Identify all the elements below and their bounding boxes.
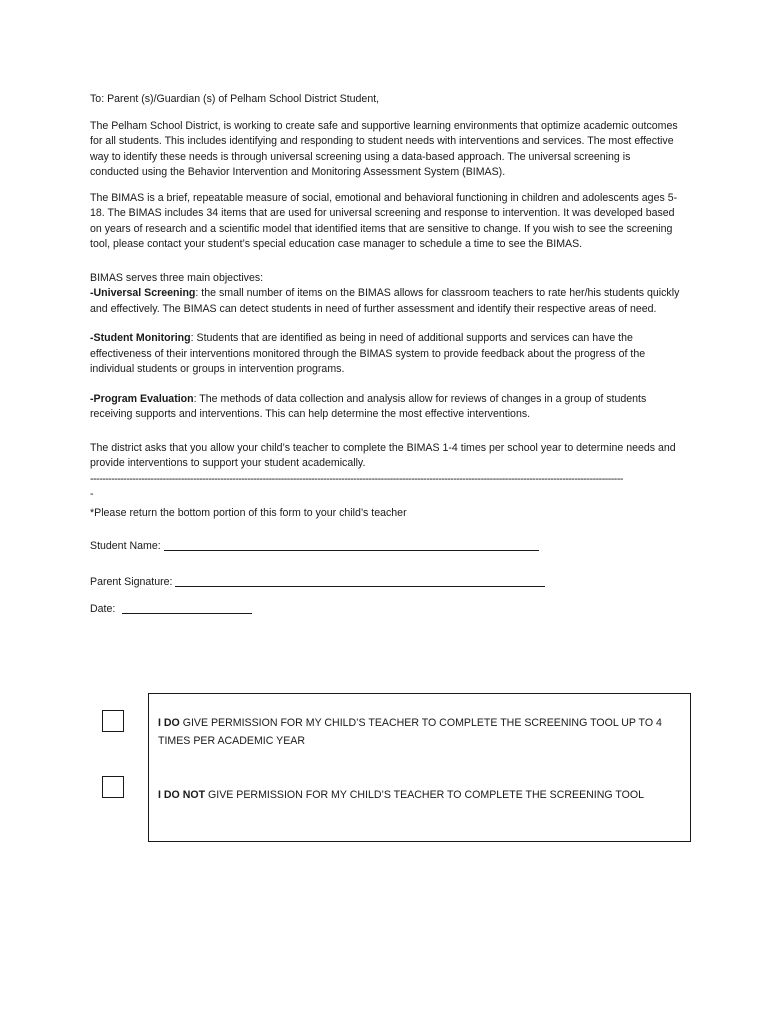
parent-signature-field: [90, 574, 682, 591]
letter-body: [90, 92, 682, 618]
permission-box: [148, 693, 691, 842]
date-blank[interactable]: [122, 601, 252, 614]
student-name-field: [90, 538, 682, 555]
bimas-description-paragraph: The BIMAS is a brief, repeatable measure of social, emotional and behavioral functioning in children and adolescents ages 5-18. The BIMAS includes 34 items that are used for universal screening and response to intervention. It was developed based on years of research and a scientific model that identified items that are sensitive to change. If you wish to see the screening tool, please contact your student’s special education case manager to schedule a time to see the BIMAS.: [90, 191, 678, 250]
permission-yes-checkbox[interactable]: [102, 710, 124, 732]
student-name-blank[interactable]: [164, 538, 539, 551]
cut-line: --------------------------------------------------------------------------------------------------------------------------------------------------------------------------------: [90, 472, 623, 485]
objective-student-monitoring: [90, 331, 682, 378]
permission-yes-option: [158, 714, 686, 750]
parent-signature-label: Parent Signature:: [90, 575, 173, 588]
permission-yes-text: GIVE PERMISSION FOR MY CHILD’S TEACHER TO COMPLETE THE SCREENING TOOL UP TO 4 TIMES PER ACADEMIC YEAR: [158, 717, 662, 747]
salutation: To: Parent (s)/Guardian (s) of Pelham School District Student,: [90, 93, 380, 105]
permission-no-lead: I DO NOT: [158, 789, 206, 801]
date-label: Date:: [90, 603, 116, 615]
objective-universal-screening-term: -Universal Screening: [90, 287, 196, 299]
permission-yes-lead: I DO: [158, 717, 180, 729]
permission-no-checkbox[interactable]: [102, 776, 124, 798]
objectives-block: [90, 271, 682, 318]
cut-line-tail: -: [90, 488, 94, 500]
return-instruction: *Please return the bottom portion of this form to your child’s teacher: [90, 506, 407, 519]
intro-paragraph: The Pelham School District, is working to create safe and supportive learning environments that optimize academic outcomes for all students. This includes identifying and responding to student needs with interventions and services. The most effective way to identify these needs is through universal screening using a data-based approach. The universal screening is conducted using the Behavior Intervention and Monitoring Assessment System (BIMAS).: [90, 119, 678, 178]
objective-universal-screening-text: : the small number of items on the BIMAS allows for classroom teachers to rate her/his students quickly and effectively. The BIMAS can detect students in need of further assessment and identify their respective areas of need.: [90, 287, 680, 315]
objective-program-evaluation: [90, 392, 682, 423]
permission-no-text: GIVE PERMISSION FOR MY CHILD’S TEACHER TO COMPLETE THE SCREENING TOOL: [205, 789, 645, 801]
date-field: [90, 601, 682, 618]
request-paragraph: The district asks that you allow your child’s teacher to complete the BIMAS 1-4 times per school year to determine needs and provide interventions to support your student academically.: [90, 441, 676, 469]
objective-student-monitoring-text: : Students that are identified as being in need of additional supports and services can have the effectiveness of their interventions monitored through the BIMAS system to provide feedback about the progress of the individual students or groups in intervention programs.: [90, 332, 646, 375]
objectives-intro: BIMAS serves three main objectives:: [90, 271, 264, 284]
objective-student-monitoring-term: -Student Monitoring: [90, 332, 191, 344]
objective-program-evaluation-text: : The methods of data collection and analysis allow for reviews of changes in a group of students receiving supports and interventions. This can help determine the most effective interventions.: [90, 392, 647, 420]
student-name-label: Student Name:: [90, 540, 161, 552]
parent-signature-blank[interactable]: [175, 574, 545, 587]
objective-program-evaluation-term: -Program Evaluation: [90, 392, 194, 405]
permission-no-option: [158, 786, 686, 804]
